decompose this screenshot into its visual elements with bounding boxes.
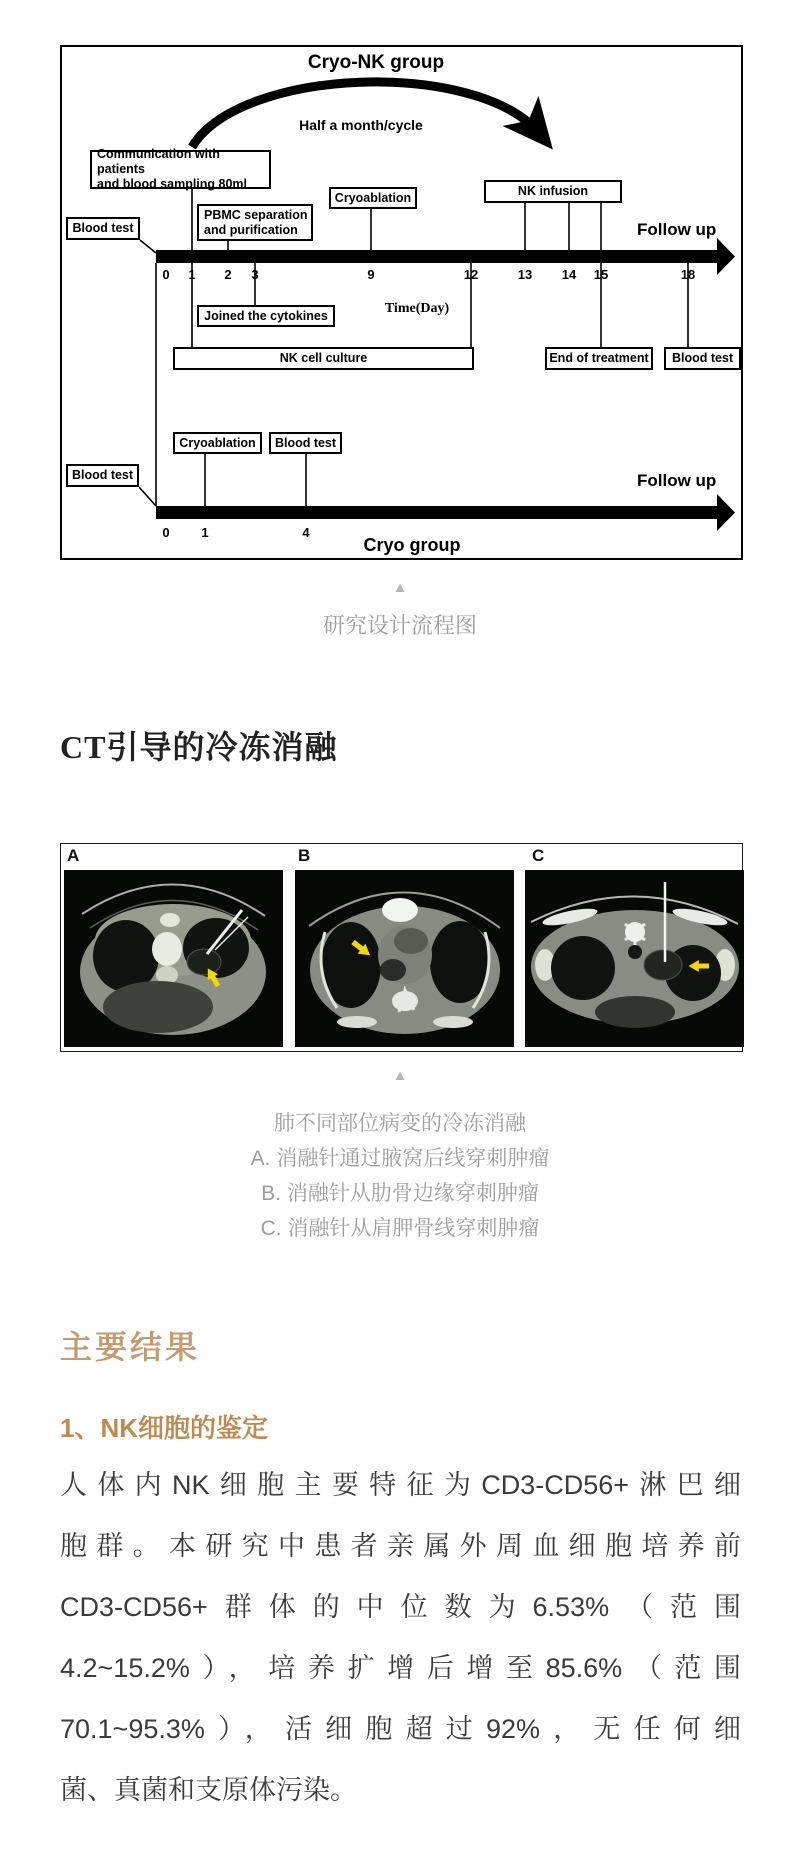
blood-test-box-3: Blood test xyxy=(269,432,342,454)
tick-day-1: 1 xyxy=(188,267,196,282)
caption-triangle-icon: ▲ xyxy=(392,1067,408,1084)
tick-day-14: 14 xyxy=(561,267,577,282)
ct-caption-line-b: B. 消融针从肋骨边缘穿刺肿瘤 xyxy=(261,1182,539,1205)
nk-infusion-box: NK infusion xyxy=(484,180,622,203)
ct-figure[interactable] xyxy=(60,843,743,1052)
caption-triangle-icon: ▲ xyxy=(392,579,408,596)
ct-panel-label-c: C xyxy=(532,846,545,865)
tick-day-13: 13 xyxy=(517,267,533,282)
body-text-line: 70.1~95.3%），活细胞超过92%，无任何细 xyxy=(60,1714,741,1744)
blood-test-box-2: Blood test xyxy=(664,347,741,370)
ct-panel-label-b: B xyxy=(298,846,311,865)
tick-day-3: 3 xyxy=(251,267,259,282)
time-axis-label: Time(Day) xyxy=(384,301,450,316)
blood-test-box-1: Blood test xyxy=(66,217,140,240)
tick2-day-0: 0 xyxy=(162,525,170,540)
ct-scan-panel-c xyxy=(525,870,744,1047)
ct-caption-title: 肺不同部位病变的冷冻消融 xyxy=(274,1112,526,1135)
timeline-bar-2 xyxy=(156,494,735,531)
tick-day-18: 18 xyxy=(680,267,696,282)
body-text-line: 胞群。本研究中患者亲属外周血细胞培养前 xyxy=(60,1531,741,1561)
tick2-day-4: 4 xyxy=(302,525,310,540)
cycle-label: Half a month/cycle xyxy=(299,117,423,133)
blood-test-box-4: Blood test xyxy=(66,464,139,487)
ct-scan-panel-a xyxy=(64,870,283,1047)
body-text-line: 人体内NK细胞主要特征为CD3-CD56+淋巴细 xyxy=(60,1470,741,1500)
body-text-line: 4.2~15.2%），培养扩增后增至85.6%（范围 xyxy=(60,1653,741,1683)
figure1-caption: 研究设计流程图 xyxy=(322,613,477,638)
timeline-bar-1 xyxy=(156,238,735,275)
tick-day-12: 12 xyxy=(463,267,479,282)
ct-caption-line-c: C. 消融针从肩胛骨线穿刺肿瘤 xyxy=(260,1217,540,1240)
joined-cytokines-box: Joined the cytokines xyxy=(197,305,335,327)
follow-up-label-2: Follow up xyxy=(637,471,717,490)
tick-day-15: 15 xyxy=(593,267,609,282)
end-of-treatment-box: End of treatment xyxy=(545,347,653,370)
ct-scan-panel-b xyxy=(295,870,514,1047)
nk-cell-culture-box: NK cell culture xyxy=(173,347,474,370)
nk-identification-subheading: 1、NK细胞的鉴定 xyxy=(60,1413,269,1443)
tick-day-2: 2 xyxy=(224,267,232,282)
body-text-line: 菌、真菌和支原体污染。 xyxy=(60,1775,357,1805)
follow-up-label-1: Follow up xyxy=(637,220,717,239)
study-design-figure[interactable] xyxy=(60,45,743,560)
cryo-group-title: Cryo group xyxy=(363,535,461,555)
tick2-day-1: 1 xyxy=(201,525,209,540)
ct-section-heading: CT引导的冷冻消融 xyxy=(60,729,338,765)
cryoablation-box-1: Cryoablation xyxy=(329,187,417,209)
pbmc-box: PBMC separation and purification xyxy=(197,204,313,241)
body-text-line: CD3-CD56+群体的中位数为6.53%（范围 xyxy=(60,1592,741,1622)
ct-caption-line-a: A. 消融针通过腋窝后线穿刺肿瘤 xyxy=(250,1147,550,1170)
tick-day-9: 9 xyxy=(367,267,375,282)
cryoablation-box-2: Cryoablation xyxy=(173,432,262,454)
cryo-nk-group-title: Cryo-NK group xyxy=(307,52,445,73)
tick-day-0: 0 xyxy=(162,267,170,282)
communication-box: Communication with patients and blood sampling 80ml xyxy=(90,150,271,189)
results-section-heading: 主要结果 xyxy=(60,1329,201,1365)
ct-panel-label-a: A xyxy=(67,846,80,865)
cycle-arc-arrow xyxy=(192,82,539,147)
